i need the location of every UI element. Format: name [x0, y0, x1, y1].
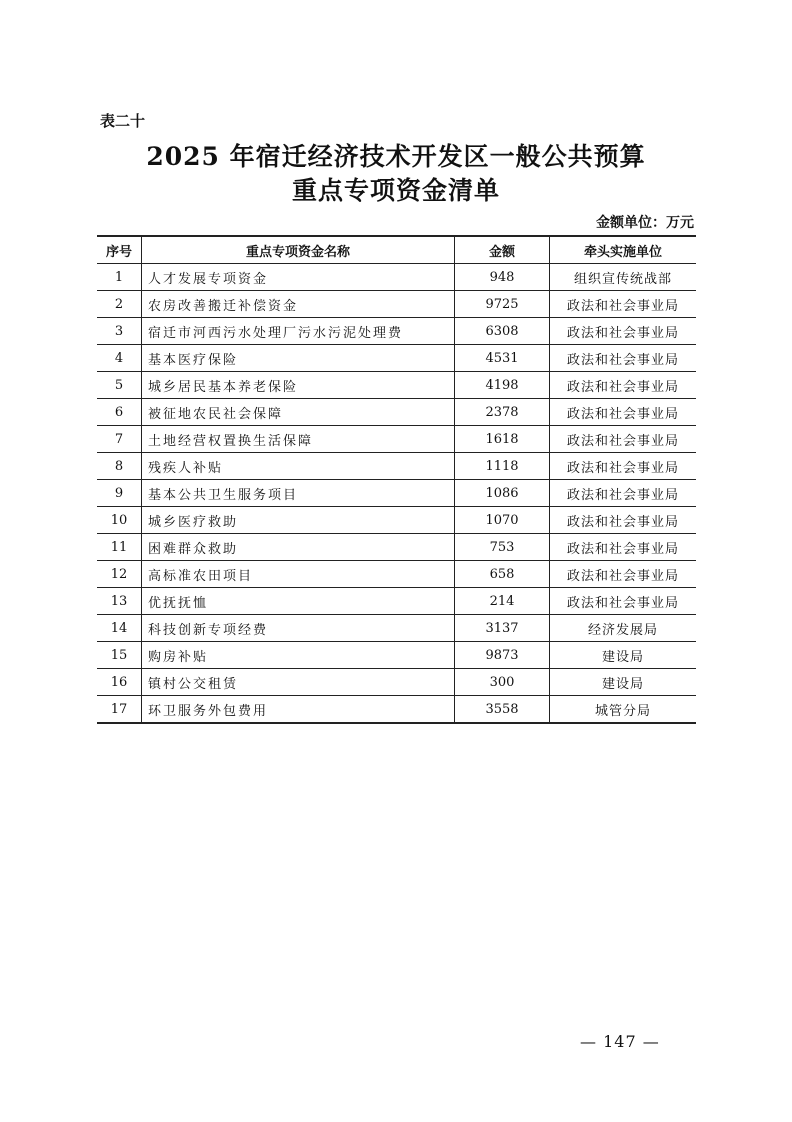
cell-amount: 300 — [455, 669, 550, 696]
cell-fund-name: 土地经营权置换生活保障 — [142, 426, 455, 453]
cell-fund-name: 环卫服务外包费用 — [142, 696, 455, 724]
cell-amount: 2378 — [455, 399, 550, 426]
column-header-amount: 金额 — [455, 236, 550, 264]
cell-seq: 13 — [97, 588, 142, 615]
cell-lead-unit: 政法和社会事业局 — [550, 426, 697, 453]
cell-lead-unit: 政法和社会事业局 — [550, 507, 697, 534]
cell-lead-unit: 政法和社会事业局 — [550, 561, 697, 588]
cell-seq: 11 — [97, 534, 142, 561]
cell-amount: 4198 — [455, 372, 550, 399]
table-row — [97, 264, 696, 291]
cell-amount: 1086 — [455, 480, 550, 507]
cell-seq: 1 — [97, 264, 142, 291]
table-row — [97, 669, 696, 696]
page-number: — 147 — — [580, 1032, 660, 1051]
amount-unit-note: 金额单位：万元 — [596, 215, 694, 231]
cell-fund-name: 宿迁市河西污水处理厂污水污泥处理费 — [142, 318, 455, 345]
table-row — [97, 642, 696, 669]
cell-lead-unit: 政法和社会事业局 — [550, 291, 697, 318]
table-label: 表二十 — [100, 112, 146, 130]
cell-seq: 10 — [97, 507, 142, 534]
cell-lead-unit: 政法和社会事业局 — [550, 399, 697, 426]
cell-lead-unit: 经济发展局 — [550, 615, 697, 642]
table-row — [97, 615, 696, 642]
cell-seq: 8 — [97, 453, 142, 480]
cell-amount: 9725 — [455, 291, 550, 318]
cell-amount: 214 — [455, 588, 550, 615]
table-row — [97, 534, 696, 561]
table-row — [97, 561, 696, 588]
cell-lead-unit: 政法和社会事业局 — [550, 534, 697, 561]
cell-amount: 3137 — [455, 615, 550, 642]
document-subtitle: 重点专项资金清单 — [291, 176, 500, 205]
cell-lead-unit: 政法和社会事业局 — [550, 372, 697, 399]
cell-fund-name: 科技创新专项经费 — [142, 615, 455, 642]
document-title: 2025 年宿迁经济技术开发区一般公共预算 — [146, 142, 646, 171]
cell-seq: 7 — [97, 426, 142, 453]
cell-fund-name: 优抚抚恤 — [142, 588, 455, 615]
cell-fund-name: 基本医疗保险 — [142, 345, 455, 372]
table-header-row — [97, 236, 696, 264]
column-header-name: 重点专项资金名称 — [142, 236, 455, 264]
cell-seq: 9 — [97, 480, 142, 507]
cell-seq: 12 — [97, 561, 142, 588]
table-row — [97, 507, 696, 534]
table-row — [97, 291, 696, 318]
cell-lead-unit: 政法和社会事业局 — [550, 588, 697, 615]
cell-amount: 6308 — [455, 318, 550, 345]
cell-amount: 753 — [455, 534, 550, 561]
cell-seq: 15 — [97, 642, 142, 669]
cell-seq: 2 — [97, 291, 142, 318]
table-row — [97, 480, 696, 507]
cell-lead-unit: 建设局 — [550, 642, 697, 669]
cell-fund-name: 农房改善搬迁补偿资金 — [142, 291, 455, 318]
cell-amount: 1070 — [455, 507, 550, 534]
cell-seq: 6 — [97, 399, 142, 426]
cell-lead-unit: 政法和社会事业局 — [550, 480, 697, 507]
cell-fund-name: 高标准农田项目 — [142, 561, 455, 588]
cell-lead-unit: 建设局 — [550, 669, 697, 696]
cell-amount: 9873 — [455, 642, 550, 669]
table-row — [97, 372, 696, 399]
cell-fund-name: 镇村公交租赁 — [142, 669, 455, 696]
table-row — [97, 399, 696, 426]
cell-amount: 948 — [455, 264, 550, 291]
cell-fund-name: 被征地农民社会保障 — [142, 399, 455, 426]
column-header-unit: 牵头实施单位 — [550, 236, 697, 264]
cell-seq: 5 — [97, 372, 142, 399]
table-row — [97, 696, 696, 724]
table-row — [97, 588, 696, 615]
cell-amount: 4531 — [455, 345, 550, 372]
cell-seq: 16 — [97, 669, 142, 696]
table-row — [97, 345, 696, 372]
cell-seq: 4 — [97, 345, 142, 372]
cell-amount: 1618 — [455, 426, 550, 453]
cell-fund-name: 困难群众救助 — [142, 534, 455, 561]
cell-fund-name: 人才发展专项资金 — [142, 264, 455, 291]
cell-amount: 658 — [455, 561, 550, 588]
cell-seq: 3 — [97, 318, 142, 345]
table-row — [97, 453, 696, 480]
table-body — [97, 264, 696, 724]
column-header-seq: 序号 — [97, 236, 142, 264]
cell-seq: 17 — [97, 696, 142, 724]
cell-fund-name: 城乡医疗救助 — [142, 507, 455, 534]
cell-seq: 14 — [97, 615, 142, 642]
special-fund-table — [97, 235, 696, 724]
table-row — [97, 426, 696, 453]
table-row — [97, 318, 696, 345]
cell-fund-name: 购房补贴 — [142, 642, 455, 669]
cell-fund-name: 城乡居民基本养老保险 — [142, 372, 455, 399]
cell-lead-unit: 城管分局 — [550, 696, 697, 724]
cell-lead-unit: 政法和社会事业局 — [550, 345, 697, 372]
cell-fund-name: 残疾人补贴 — [142, 453, 455, 480]
cell-amount: 3558 — [455, 696, 550, 724]
cell-fund-name: 基本公共卫生服务项目 — [142, 480, 455, 507]
cell-amount: 1118 — [455, 453, 550, 480]
cell-lead-unit: 政法和社会事业局 — [550, 453, 697, 480]
cell-lead-unit: 组织宣传统战部 — [550, 264, 697, 291]
cell-lead-unit: 政法和社会事业局 — [550, 318, 697, 345]
